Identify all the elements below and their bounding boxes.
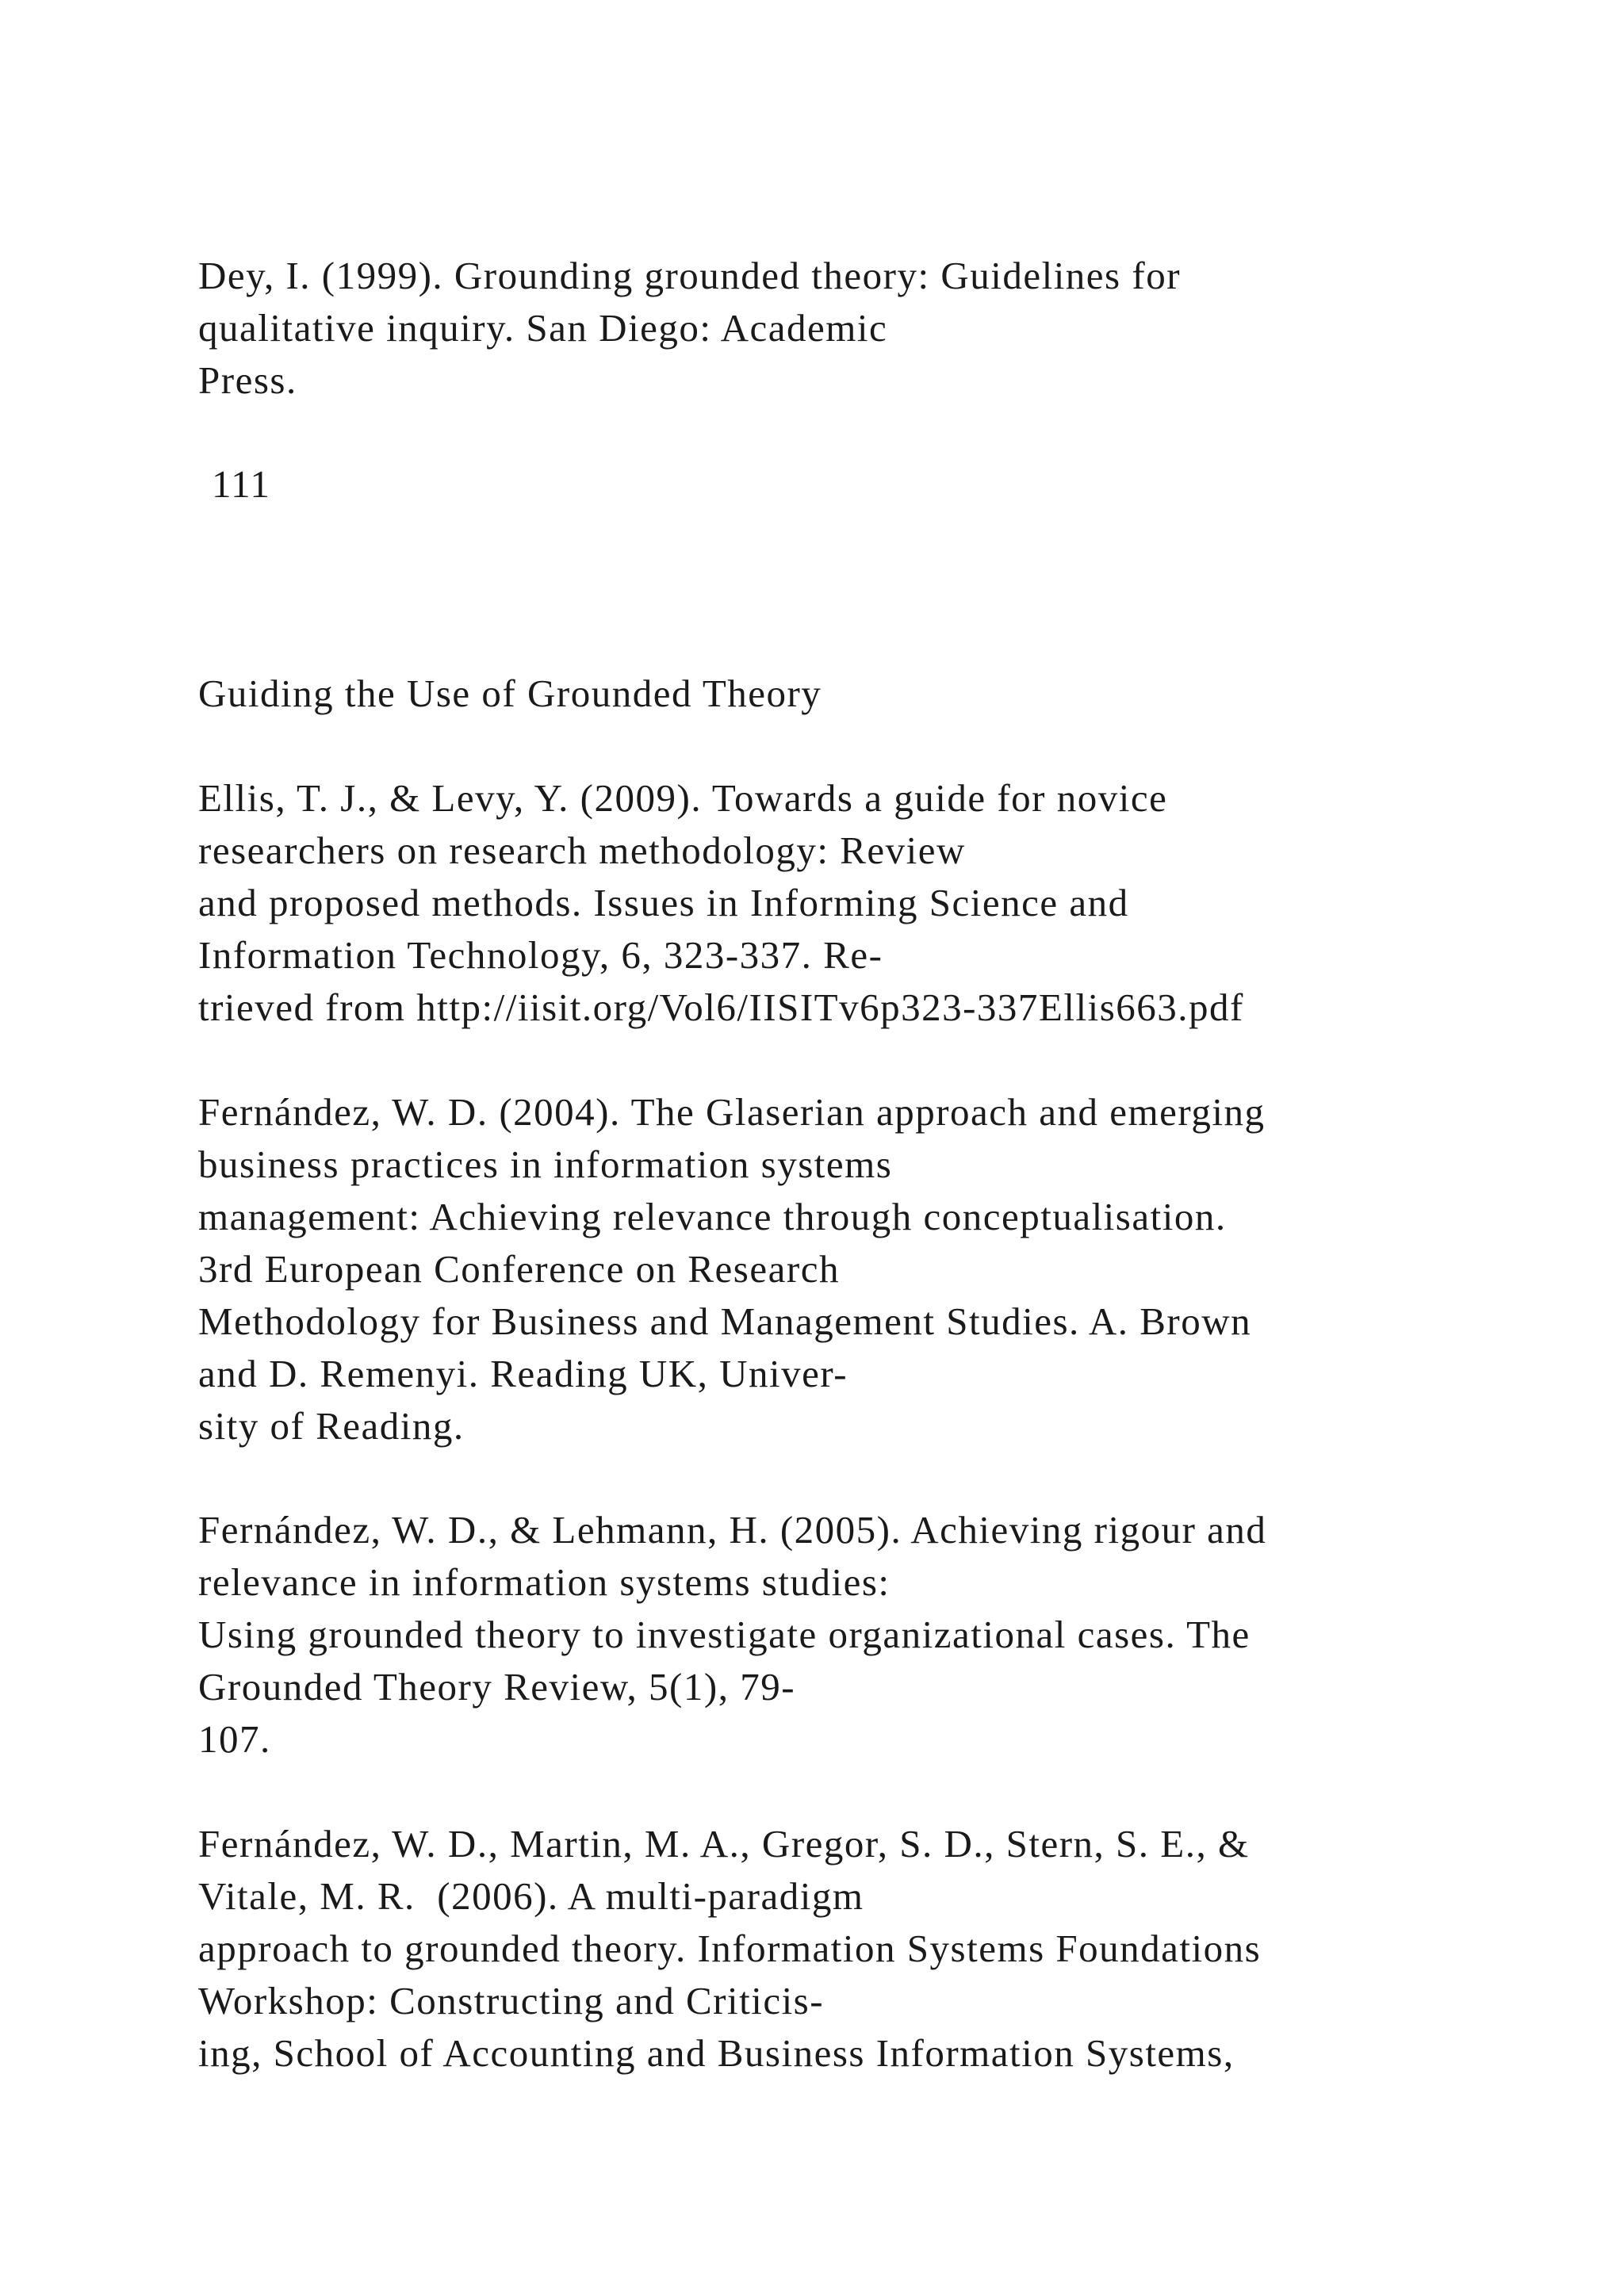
reference-line: Methodology for Business and Management Studies. A. Brown (198, 1299, 1252, 1343)
reference-line: Fernández, W. D., Martin, M. A., Gregor, S. D., Stern, S. E., & (198, 1822, 1250, 1866)
reference-line: Grounded Theory Review, 5(1), 79- (198, 1665, 796, 1709)
reference-line: researchers on research methodology: Review (198, 828, 966, 872)
reference-line: Using grounded theory to investigate organizational cases. The (198, 1613, 1251, 1656)
reference-line: 3rd European Conference on Research (198, 1247, 840, 1291)
reference-line: approach to grounded theory. Information Systems Foundations (198, 1927, 1262, 1970)
reference-line: Dey, I. (1999). Grounding grounded theory: Guidelines for (198, 254, 1182, 297)
reference-fernandez-lehmann-2005 (198, 1504, 1610, 1766)
reference-line: qualitative inquiry. San Diego: Academic (198, 306, 888, 350)
reference-line: Vitale, M. R. (2006). A multi-paradigm (198, 1874, 864, 1918)
reference-ellis-levy-2009 (198, 772, 1610, 1034)
reference-line: Ellis, T. J., & Levy, Y. (2009). Towards a guide for novice (198, 776, 1168, 820)
reference-line: Fernández, W. D., & Lehmann, H. (2005). Achieving rigour and (198, 1508, 1267, 1552)
reference-line: and proposed methods. Issues in Informing Science and (198, 881, 1129, 924)
reference-line: Press. (198, 358, 297, 402)
reference-line: relevance in information systems studies: (198, 1560, 891, 1604)
reference-line: Information Technology, 6, 323-337. Re- (198, 933, 883, 977)
reference-line: and D. Remenyi. Reading UK, Univer- (198, 1352, 848, 1395)
reference-line: trieved from http://iisit.org/Vol6/IISITv6p323-337Ellis663.pdf (198, 985, 1244, 1029)
running-heading: Guiding the Use of Grounded Theory (198, 672, 822, 715)
reference-line: Workshop: Constructing and Criticis- (198, 1979, 825, 2022)
reference-line: ing, School of Accounting and Business Information Systems, (198, 2031, 1235, 2075)
reference-fernandez-martin-2006 (198, 1818, 1610, 2080)
reference-line: business practices in information systems (198, 1142, 893, 1186)
page-number: 111 (212, 462, 271, 506)
reference-line: Fernández, W. D. (2004). The Glaserian approach and emerging (198, 1090, 1266, 1134)
reference-fernandez-2004 (198, 1086, 1610, 1452)
reference-line: sity of Reading. (198, 1404, 465, 1448)
reference-line: 107. (198, 1717, 271, 1761)
reference-line: management: Achieving relevance through conceptualisation. (198, 1195, 1227, 1238)
reference-dey-1999 (198, 250, 1610, 407)
